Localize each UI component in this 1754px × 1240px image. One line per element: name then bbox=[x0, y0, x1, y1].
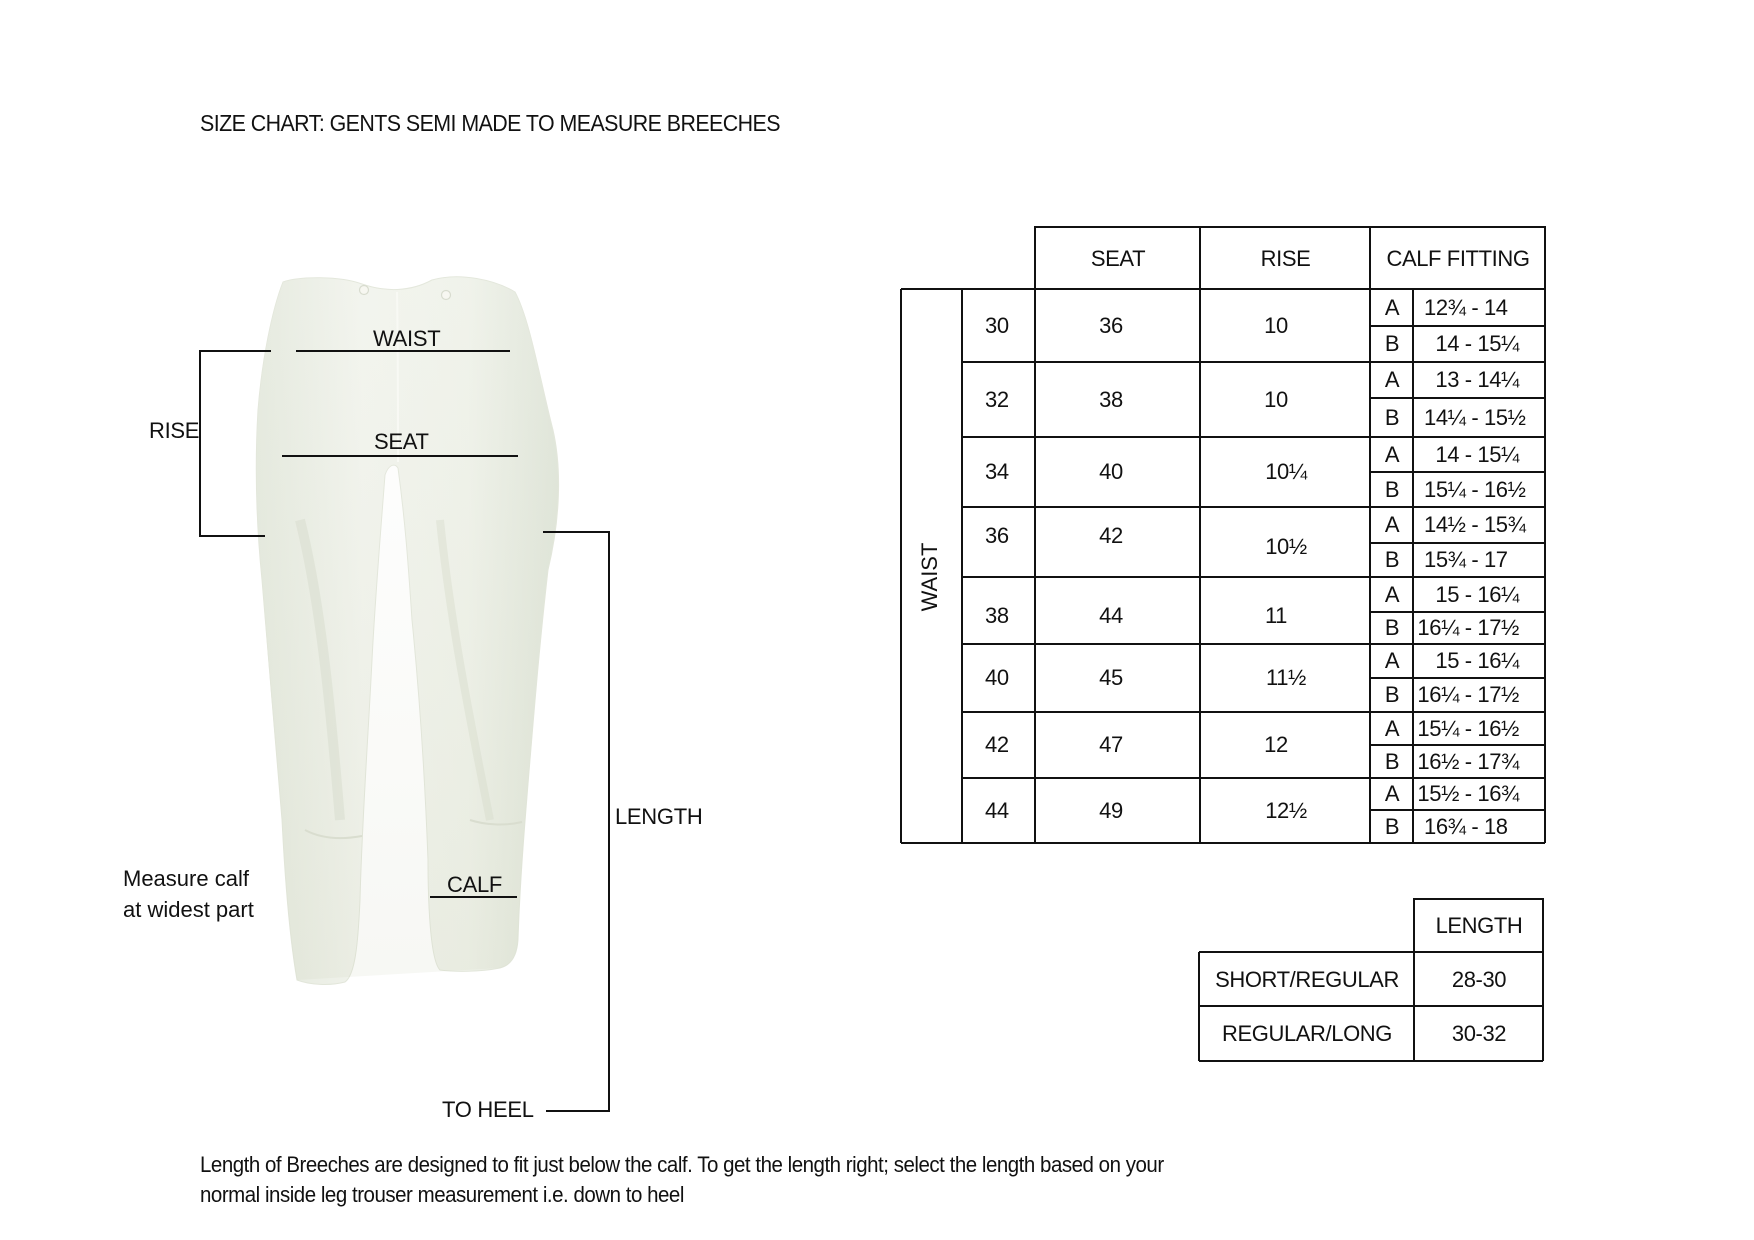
seat-value: 49 bbox=[1099, 797, 1123, 823]
calf-fit-range: 14½ - 15¾ bbox=[1424, 512, 1526, 537]
header-seat: SEAT bbox=[1090, 245, 1146, 271]
calf-note-line-2: at widest part bbox=[123, 897, 254, 922]
waist-value: 38 bbox=[985, 602, 1009, 628]
waist-group-label: WAIST bbox=[917, 542, 942, 612]
calf-fit-letter: B bbox=[1384, 547, 1400, 572]
length-bracket bbox=[543, 532, 609, 1111]
calf-fit-range: 14 - 15¼ bbox=[1435, 441, 1519, 467]
calf-fit-letter: A bbox=[1384, 715, 1400, 741]
waist-value: 36 bbox=[985, 523, 1009, 548]
seat-value: 42 bbox=[1099, 523, 1123, 548]
calf-fit-range: 16¾ - 18 bbox=[1424, 813, 1508, 839]
calf-fit-letter: B bbox=[1384, 404, 1400, 430]
footer-line-2: normal inside leg trouser measurement i.e. down to heel bbox=[200, 1182, 684, 1207]
calf-fit-letter: A bbox=[1384, 441, 1400, 467]
header-length: LENGTH bbox=[1435, 913, 1523, 938]
waist-value: 34 bbox=[985, 459, 1009, 484]
calf-fit-letter: B bbox=[1384, 476, 1400, 502]
seat-value: 44 bbox=[1099, 602, 1123, 628]
calf-fit-range: 16¼ - 17½ bbox=[1417, 615, 1519, 640]
length-label: LENGTH bbox=[615, 804, 703, 829]
rise-value: 12½ bbox=[1265, 797, 1307, 823]
button-icon bbox=[360, 286, 369, 295]
calf-fit-letter: B bbox=[1384, 682, 1400, 707]
seat-value: 38 bbox=[1099, 386, 1123, 412]
calf-fit-range: 16½ - 17¾ bbox=[1417, 748, 1519, 774]
calf-fit-letter: A bbox=[1384, 581, 1400, 607]
waist-value: 32 bbox=[985, 386, 1009, 412]
footer-note bbox=[200, 1150, 1164, 1210]
calf-fit-letter: A bbox=[1384, 367, 1400, 392]
to-heel-label: TO HEEL bbox=[442, 1097, 534, 1122]
calf-fit-range: 15½ - 16¾ bbox=[1417, 781, 1519, 806]
waist-value: 40 bbox=[985, 665, 1009, 690]
rise-value: 12 bbox=[1264, 732, 1288, 757]
calf-fit-range: 15 - 16¼ bbox=[1435, 581, 1519, 607]
length-row-label: REGULAR/LONG bbox=[1221, 1021, 1393, 1046]
calf-fit-range: 13 - 14¼ bbox=[1435, 367, 1519, 392]
calf-fit-range: 16¼ - 17½ bbox=[1417, 682, 1519, 707]
header-rise: RISE bbox=[1260, 245, 1311, 271]
waist-label: WAIST bbox=[373, 326, 441, 351]
rise-value: 11½ bbox=[1266, 665, 1306, 690]
breeches-illustration bbox=[0, 0, 703, 1130]
calf-fit-letter: B bbox=[1384, 813, 1400, 839]
rise-value: 10 bbox=[1264, 386, 1288, 412]
header-calf-fitting: CALF FITTING bbox=[1386, 245, 1530, 271]
waist-value: 42 bbox=[985, 732, 1009, 757]
calf-fit-range: 14¼ - 15½ bbox=[1424, 404, 1526, 430]
calf-fit-range: 15¾ - 17 bbox=[1424, 547, 1508, 572]
rise-value: 11 bbox=[1264, 602, 1288, 628]
length-row-label: SHORT/REGULAR bbox=[1215, 966, 1399, 992]
calf-fit-letter: B bbox=[1384, 615, 1400, 640]
calf-label: CALF bbox=[447, 872, 503, 897]
seat-value: 36 bbox=[1099, 312, 1123, 338]
rise-value: 10½ bbox=[1265, 534, 1307, 559]
calf-fit-letter: A bbox=[1384, 294, 1400, 320]
rise-label: RISE bbox=[149, 418, 200, 443]
rise-value: 10 bbox=[1264, 312, 1288, 338]
calf-fit-letter: A bbox=[1384, 781, 1400, 806]
seat-label: SEAT bbox=[374, 429, 429, 454]
seat-value: 45 bbox=[1099, 665, 1123, 690]
page-title: SIZE CHART: GENTS SEMI MADE TO MEASURE BREECHES bbox=[200, 110, 780, 136]
footer-line-1: Length of Breeches are designed to fit just below the calf. To get the length right; select the length based on your bbox=[200, 1152, 1164, 1177]
waist-value: 44 bbox=[985, 797, 1009, 823]
rise-value: 10¼ bbox=[1265, 459, 1307, 484]
length-row-value: 28-30 bbox=[1451, 966, 1507, 992]
calf-fit-range: 12¾ - 14 bbox=[1424, 294, 1508, 320]
seat-value: 40 bbox=[1099, 459, 1123, 484]
seat-value: 47 bbox=[1099, 732, 1123, 757]
calf-note-line-1: Measure calf bbox=[123, 866, 249, 891]
calf-fit-letter: B bbox=[1384, 331, 1400, 356]
waist-value: 30 bbox=[985, 312, 1009, 338]
calf-fit-range: 15 - 16¼ bbox=[1435, 648, 1519, 673]
calf-fit-letter: B bbox=[1384, 748, 1400, 774]
calf-fit-range: 14 - 15¼ bbox=[1435, 331, 1519, 356]
calf-fit-range: 15¼ - 16½ bbox=[1417, 715, 1519, 741]
button-icon bbox=[442, 291, 451, 300]
calf-fit-letter: A bbox=[1384, 648, 1400, 673]
calf-fit-range: 15¼ - 16½ bbox=[1424, 476, 1526, 502]
calf-fit-letter: A bbox=[1384, 512, 1400, 537]
length-row-value: 30-32 bbox=[1451, 1021, 1507, 1046]
